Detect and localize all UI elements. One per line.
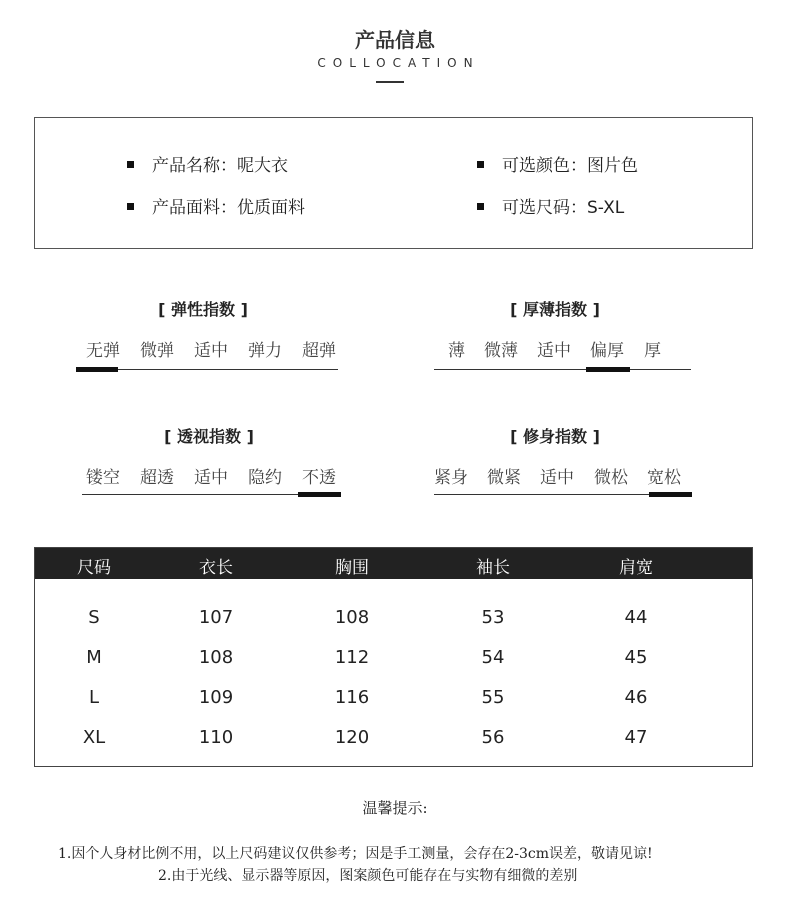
table-cell: 54 [481, 647, 505, 668]
thickness-option: 偏厚 [590, 341, 624, 361]
table-cell: 110 [198, 727, 234, 748]
elasticity-title: [ 弹性指数 ] [158, 300, 248, 319]
transparency-option: 适中 [194, 468, 228, 488]
table-cell: 55 [481, 687, 505, 708]
table-cell: 120 [334, 727, 370, 748]
info-fabric-text: 产品面料：优质面料 [152, 198, 305, 218]
info-item-fabric [127, 193, 305, 218]
table-cell: 116 [334, 687, 370, 708]
elasticity-option: 超弹 [302, 341, 336, 361]
transparency-option: 隐约 [248, 468, 282, 488]
info-item-name [127, 151, 288, 176]
bullet-icon [477, 161, 484, 168]
transparency-marker [298, 492, 341, 497]
transparency-option: 超透 [140, 468, 174, 488]
table-cell: XL [82, 727, 106, 748]
table-cell: 47 [624, 727, 648, 748]
thickness-marker [586, 367, 630, 372]
page-subtitle: COLLOCATION [317, 56, 480, 70]
fit-option: 紧身 [434, 468, 468, 488]
tip-line-1: 1.因个人身材比例不用，以上尺码建议仅供参考；因是手工测量，会存在2-3cm误差，敬请见谅! [58, 846, 653, 862]
table-header-cell: 衣长 [199, 558, 233, 578]
fit-title: [ 修身指数 ] [510, 427, 600, 446]
elasticity-option: 弹力 [248, 341, 282, 361]
fit-option: 宽松 [647, 468, 681, 488]
transparency-scale [68, 424, 338, 504]
table-cell: 112 [334, 647, 370, 668]
info-item-sizes [477, 193, 624, 218]
info-name-text: 产品名称：呢大衣 [152, 156, 288, 176]
table-cell: 109 [198, 687, 234, 708]
transparency-option: 镂空 [86, 468, 120, 488]
bullet-icon [127, 161, 134, 168]
tips-title: 温馨提示: [362, 799, 428, 817]
table-cell: 56 [481, 727, 505, 748]
transparency-title: [ 透视指数 ] [164, 427, 254, 446]
table-cell: 46 [624, 687, 648, 708]
table-header-cell: 袖长 [476, 558, 510, 578]
info-sizes-text: 可选尺码：S-XL [502, 198, 625, 218]
transparency-option: 不透 [302, 468, 336, 488]
table-cell: 108 [334, 607, 370, 628]
table-cell: 108 [198, 647, 234, 668]
elasticity-option: 无弹 [86, 341, 120, 361]
product-info-box [34, 117, 753, 249]
table-cell: 53 [481, 607, 505, 628]
table-header-cell: 尺码 [77, 558, 111, 578]
table-cell: 107 [198, 607, 234, 628]
bullet-icon [477, 203, 484, 210]
title-divider [376, 81, 404, 83]
page-title: 产品信息 [355, 28, 435, 52]
fit-scale [434, 424, 704, 504]
elasticity-option: 微弹 [140, 341, 174, 361]
fit-marker [649, 492, 692, 497]
table-header-cell: 肩宽 [619, 558, 653, 578]
size-table [34, 547, 753, 767]
fit-option: 适中 [540, 468, 574, 488]
thickness-option: 微薄 [484, 341, 518, 361]
table-header-cell: 胸围 [335, 558, 369, 578]
elasticity-scale [68, 297, 338, 377]
thickness-scale [434, 297, 704, 377]
info-item-colors [477, 151, 638, 176]
size-table-header [35, 548, 752, 579]
bullet-icon [127, 203, 134, 210]
thickness-option: 适中 [537, 341, 571, 361]
table-cell: 45 [624, 647, 648, 668]
fit-option: 微松 [594, 468, 628, 488]
table-cell: 44 [624, 607, 648, 628]
fit-option: 微紧 [487, 468, 521, 488]
thickness-option: 厚 [644, 341, 661, 361]
table-cell: S [88, 607, 100, 628]
table-cell: L [88, 687, 100, 708]
table-cell: M [86, 647, 102, 668]
thickness-title: [ 厚薄指数 ] [510, 300, 600, 319]
thickness-option: 薄 [448, 341, 465, 361]
thickness-line [434, 369, 691, 370]
elasticity-option: 适中 [194, 341, 228, 361]
info-colors-text: 可选颜色：图片色 [502, 156, 638, 176]
elasticity-marker [76, 367, 118, 372]
tip-line-2: 2.由于光线、显示器等原因，图案颜色可能存在与实物有细微的差别 [158, 868, 578, 884]
